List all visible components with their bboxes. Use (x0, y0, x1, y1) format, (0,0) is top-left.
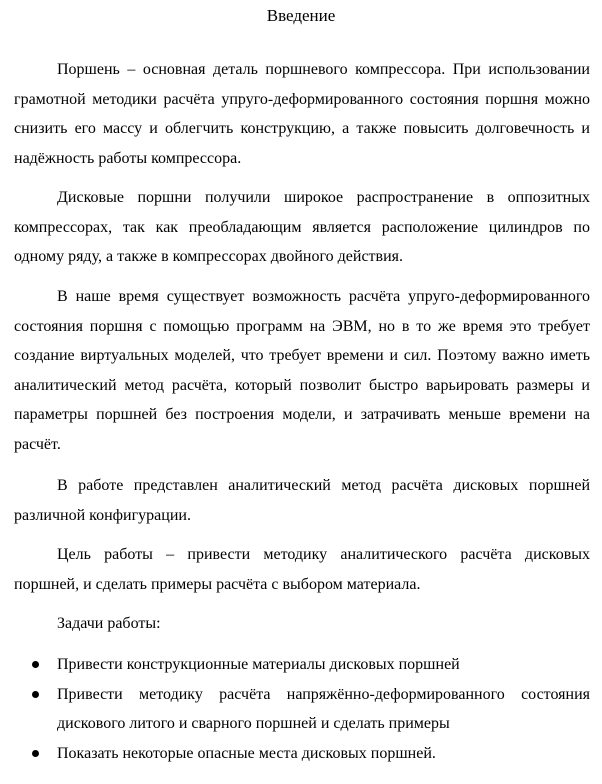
list-item (0, 650, 590, 680)
list-item (0, 739, 590, 769)
paragraph-computer-calc: В наше время существует возможность расчёта упруго-деформированного состояния поршня с помощью программ на ЭВМ, но в то же время это требует создание виртуальных моделей, что требует времени и сил. Поэтому важно иметь аналитический метод расчёта, который позволит быстро варьировать размеры и параметры поршней без построения модели, и затрачивать меньше времени на расчёт. (14, 288, 590, 453)
bullet-icon (32, 661, 39, 668)
paragraph-goal: Цель работы – привести методику аналитического расчёта дисковых поршней, и сделать примеры расчёта с выбором материала. (14, 546, 590, 593)
paragraph-intro: Поршень – основная деталь поршневого компрессора. При использовании грамотной методики расчёта упруго-деформированного состояния поршня можно снизить его массу и облегчить конструкцию, а также повысить долговечность и надёжность работы компрессора. (14, 61, 590, 167)
paragraph-tasks-heading: Задачи работы: (57, 615, 161, 632)
paragraph-disc-pistons: Дисковые поршни получили широкое распространение в оппозитных компрессорах, так как преобладающим является расположение цилиндров по одному ряду, а также в компрессорах двойного действия. (14, 189, 590, 266)
page-title: Введение (266, 6, 336, 25)
tasks-list (0, 650, 602, 768)
list-item-text: Привести конструкционные материалы дисковых поршней (57, 656, 460, 673)
bullet-icon (32, 691, 39, 698)
list-item-text: Привести методику расчёта напряжённо-деформированного состояния дискового литого и сварного поршней и сделать примеры (57, 685, 590, 733)
paragraph-method: В работе представлен аналитический метод расчёта дисковых поршней различной конфигурации. (14, 477, 590, 524)
bullet-icon (32, 750, 39, 757)
list-item (0, 680, 590, 739)
list-item-text: Показать некоторые опасные места дисковых поршней. (57, 744, 436, 762)
